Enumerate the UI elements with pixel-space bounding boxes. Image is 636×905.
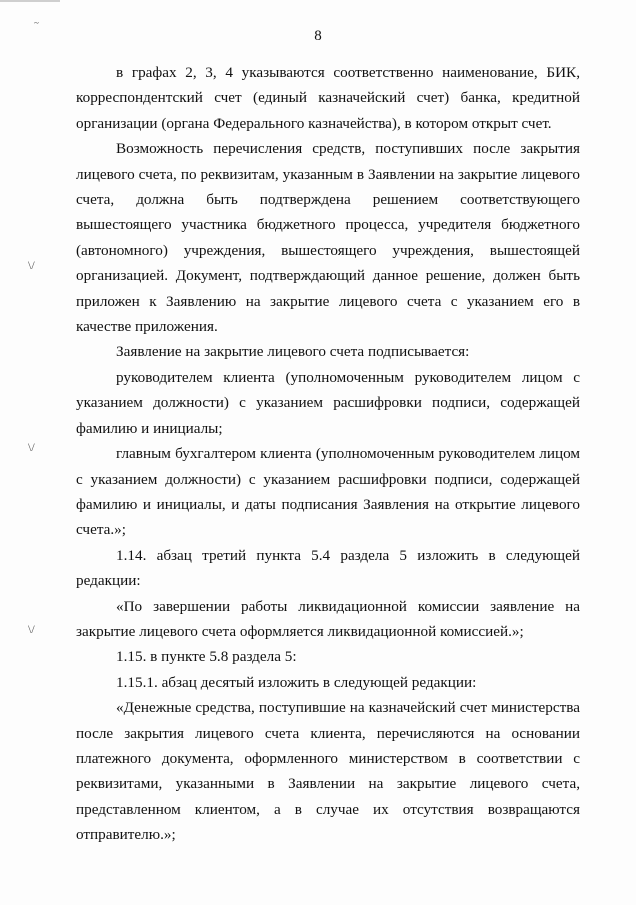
paragraph: Заявление на закрытие лицевого счета подписывается: bbox=[116, 343, 470, 361]
paragraph: в графах 2, 3, 4 указываются соответственно наименование, БИК, корреспондентский счет (единый казначейский счет) банка, кредитной организации (органа Федерального казначейства), в котором открыт счет. bbox=[76, 64, 580, 132]
punch-hole-mark: \/ bbox=[28, 258, 35, 272]
paragraph: «По завершении работы ликвидационной комиссии заявление на закрытие лицевого счета оформляется ликвидационной комиссией.»; bbox=[76, 597, 580, 640]
page-number: 8 bbox=[314, 28, 322, 44]
punch-hole-mark: \/ bbox=[28, 622, 35, 636]
paragraph: «Денежные средства, поступившие на казначейский счет министерства после закрытия лицевого счета клиента, перечисляются на основании платежного документа, оформленного министерством в соответствии с реквизитами, указанными в Заявлении на закрытие лицевого счета, представленном клиентом, а в случае их отсутствия возвращаются отправителю.»; bbox=[76, 699, 580, 844]
paragraph: главным бухгалтером клиента (уполномоченным руководителем лицом с указанием должности) с указанием расшифровки подписи, содержащей фамилию и инициалы, и даты подписания Заявления на открытие лицевого счета.»; bbox=[76, 445, 580, 539]
paragraph: руководителем клиента (уполномоченным руководителем лицом с указанием должности) с указанием расшифровки подписи, содержащей фамилию и инициалы; bbox=[76, 368, 580, 437]
paragraph: 1.14. абзац третий пункта 5.4 раздела 5 изложить в следующей редакции: bbox=[76, 546, 580, 590]
paragraph: 1.15.1. абзац десятый изложить в следующей редакции: bbox=[116, 673, 477, 691]
scan-edge-artifact bbox=[0, 0, 60, 2]
document-body bbox=[76, 60, 580, 848]
paragraph: 1.15. в пункте 5.8 раздела 5: bbox=[116, 648, 297, 666]
paragraph: Возможность перечисления средств, поступивших после закрытия лицевого счета, по реквизитам, указанным в Заявлении на закрытие лицевого счета, должна быть подтверждена решением соответствующего вышестоящего участника бюджетного процесса, учредителя бюджетного (автономного) учреждения, вышестоящего учреждения, вышестоящей организацией. Документ, подтверждающий данное решение, должен быть приложен к Заявлению на закрытие лицевого счета с указанием его в качестве приложения. bbox=[76, 140, 580, 336]
scan-mark-top: ~ bbox=[34, 18, 39, 28]
punch-hole-mark: \/ bbox=[28, 440, 35, 454]
